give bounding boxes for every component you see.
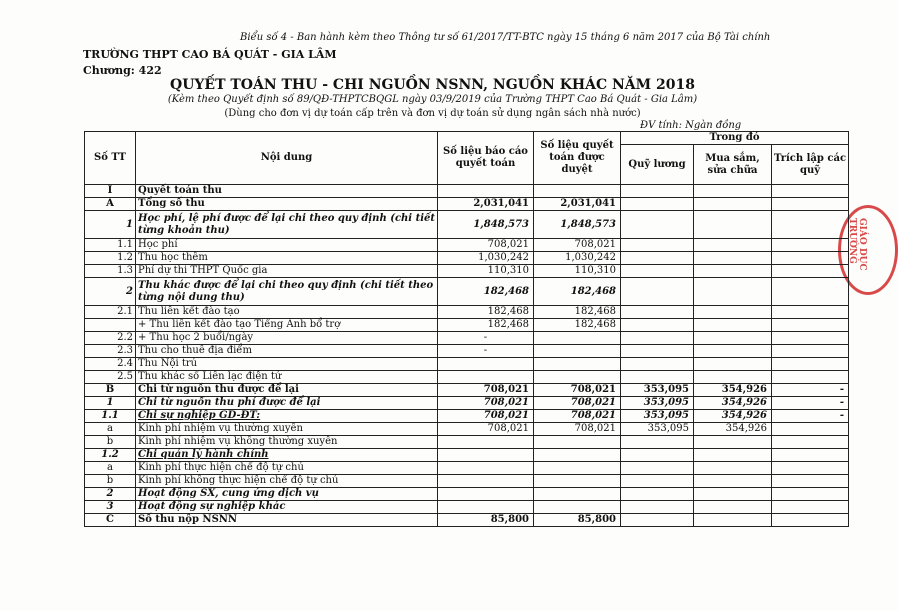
table-row bbox=[85, 278, 849, 306]
cell-salary bbox=[621, 332, 694, 345]
cell-reserve bbox=[772, 211, 849, 239]
cell-stt: 1 bbox=[85, 397, 136, 410]
cell-approved: 708,021 bbox=[534, 384, 621, 397]
cell-content: Kinh phí nhiệm vụ thường xuyên bbox=[136, 423, 438, 436]
cell-stt: a bbox=[85, 462, 136, 475]
cell-reported: 708,021 bbox=[438, 410, 534, 423]
cell-purchase bbox=[694, 239, 772, 252]
cell-purchase bbox=[694, 278, 772, 306]
cell-purchase: 354,926 bbox=[694, 397, 772, 410]
cell-stt: 1.1 bbox=[85, 239, 136, 252]
cell-approved: 182,468 bbox=[534, 306, 621, 319]
table-row bbox=[85, 332, 849, 345]
cell-salary bbox=[621, 265, 694, 278]
cell-approved: 708,021 bbox=[534, 410, 621, 423]
cell-approved: 708,021 bbox=[534, 397, 621, 410]
cell-purchase bbox=[694, 185, 772, 198]
cell-purchase bbox=[694, 345, 772, 358]
cell-reserve: - bbox=[772, 410, 849, 423]
cell-purchase bbox=[694, 332, 772, 345]
cell-stt: 2 bbox=[85, 488, 136, 501]
cell-content: Chi từ nguồn thu phí được để lại bbox=[136, 397, 438, 410]
cell-reserve bbox=[772, 185, 849, 198]
cell-content: Hoạt động SX, cung ứng dịch vụ bbox=[136, 488, 438, 501]
cell-stt: 2 bbox=[85, 278, 136, 306]
cell-stt: I bbox=[85, 185, 136, 198]
cell-stt: 1.2 bbox=[85, 449, 136, 462]
cell-reserve bbox=[772, 319, 849, 332]
cell-reserve bbox=[772, 501, 849, 514]
cell-stt: 2.3 bbox=[85, 345, 136, 358]
cell-reserve bbox=[772, 488, 849, 501]
settlement-table bbox=[84, 131, 849, 527]
cell-salary bbox=[621, 319, 694, 332]
col-header-purchase: Mua sắm, sửa chữa bbox=[694, 145, 772, 185]
cell-salary bbox=[621, 501, 694, 514]
table-row bbox=[85, 198, 849, 211]
cell-reported: 85,800 bbox=[438, 514, 534, 527]
cell-content: Số thu nộp NSNN bbox=[136, 514, 438, 527]
cell-stt: 2.5 bbox=[85, 371, 136, 384]
cell-purchase bbox=[694, 501, 772, 514]
cell-approved: 708,021 bbox=[534, 423, 621, 436]
school-name: TRƯỜNG THPT CAO BÁ QUÁT - GIA LÂM bbox=[83, 48, 337, 61]
cell-approved: 85,800 bbox=[534, 514, 621, 527]
cell-stt: b bbox=[85, 436, 136, 449]
col-header-reserve: Trích lập các quỹ bbox=[772, 145, 849, 185]
cell-reserve bbox=[772, 514, 849, 527]
cell-approved bbox=[534, 501, 621, 514]
cell-salary bbox=[621, 449, 694, 462]
cell-content: Thu khác số Liên lạc điện tử bbox=[136, 371, 438, 384]
cell-reported: 708,021 bbox=[438, 423, 534, 436]
cell-content: Phí dự thi THPT Quốc gia bbox=[136, 265, 438, 278]
cell-reported bbox=[438, 462, 534, 475]
cell-content: Thu học thêm bbox=[136, 252, 438, 265]
col-header-reported: Số liệu báo cáo quyết toán bbox=[438, 132, 534, 185]
cell-salary bbox=[621, 345, 694, 358]
cell-content: Chi sự nghiệp GD-ĐT: bbox=[136, 410, 438, 423]
cell-approved bbox=[534, 371, 621, 384]
cell-stt: 2.2 bbox=[85, 332, 136, 345]
cell-approved: 1,848,573 bbox=[534, 211, 621, 239]
cell-content: Kinh phí không thực hiện chế độ tự chủ bbox=[136, 475, 438, 488]
cell-reserve bbox=[772, 371, 849, 384]
cell-purchase bbox=[694, 198, 772, 211]
cell-reserve bbox=[772, 436, 849, 449]
cell-approved: 110,310 bbox=[534, 265, 621, 278]
cell-salary bbox=[621, 488, 694, 501]
table-row bbox=[85, 384, 849, 397]
table-row bbox=[85, 306, 849, 319]
cell-content: + Thu liên kết đào tạo Tiếng Anh bổ trợ bbox=[136, 319, 438, 332]
table-row bbox=[85, 436, 849, 449]
cell-stt: 1 bbox=[85, 211, 136, 239]
cell-reported: 708,021 bbox=[438, 384, 534, 397]
cell-reported: - bbox=[438, 332, 534, 345]
col-header-approved: Số liệu quyết toán được duyệt bbox=[534, 132, 621, 185]
cell-approved: 708,021 bbox=[534, 239, 621, 252]
col-header-group: Trong đó bbox=[621, 132, 849, 145]
table-row bbox=[85, 371, 849, 384]
cell-approved bbox=[534, 475, 621, 488]
table-row bbox=[85, 239, 849, 252]
cell-reserve bbox=[772, 462, 849, 475]
cell-content: Chi quản lý hành chính bbox=[136, 449, 438, 462]
cell-salary bbox=[621, 185, 694, 198]
cell-stt: 2.1 bbox=[85, 306, 136, 319]
cell-approved bbox=[534, 449, 621, 462]
cell-approved bbox=[534, 185, 621, 198]
cell-purchase: 354,926 bbox=[694, 423, 772, 436]
cell-reported: 182,468 bbox=[438, 278, 534, 306]
cell-reserve bbox=[772, 278, 849, 306]
usage-subtitle: (Dùng cho đơn vị dự toán cấp trên và đơn vị dự toán sử dụng ngân sách nhà nước) bbox=[224, 108, 641, 119]
cell-purchase bbox=[694, 436, 772, 449]
cell-purchase bbox=[694, 358, 772, 371]
cell-content: Hoạt động sự nghiệp khác bbox=[136, 501, 438, 514]
cell-salary: 353,095 bbox=[621, 410, 694, 423]
cell-content: Thu Nội trú bbox=[136, 358, 438, 371]
cell-reserve bbox=[772, 252, 849, 265]
table-row bbox=[85, 475, 849, 488]
table-row bbox=[85, 358, 849, 371]
cell-reported bbox=[438, 449, 534, 462]
cell-stt: a bbox=[85, 423, 136, 436]
cell-reported: 182,468 bbox=[438, 306, 534, 319]
cell-salary bbox=[621, 211, 694, 239]
cell-reserve bbox=[772, 358, 849, 371]
chapter-code: Chương: 422 bbox=[83, 64, 162, 77]
cell-approved bbox=[534, 488, 621, 501]
decision-subtitle: (Kèm theo Quyết định số 89/QĐ-THPTCBQGL ngày 03/9/2019 của Trường THPT Cao Bá Quát - Gia Lâm) bbox=[167, 94, 698, 105]
cell-stt: b bbox=[85, 475, 136, 488]
table-row bbox=[85, 319, 849, 332]
cell-approved: 1,030,242 bbox=[534, 252, 621, 265]
cell-reported bbox=[438, 501, 534, 514]
cell-purchase bbox=[694, 306, 772, 319]
cell-salary bbox=[621, 252, 694, 265]
cell-stt: 1.2 bbox=[85, 252, 136, 265]
unit-label: ĐV tính: Ngàn đồng bbox=[640, 120, 742, 131]
cell-approved bbox=[534, 345, 621, 358]
cell-purchase bbox=[694, 462, 772, 475]
cell-content: Quyết toán thu bbox=[136, 185, 438, 198]
cell-salary bbox=[621, 278, 694, 306]
cell-purchase bbox=[694, 449, 772, 462]
cell-content: Học phí, lệ phí được để lại chi theo quy định (chi tiết từng khoản thu) bbox=[136, 211, 438, 239]
table-row bbox=[85, 462, 849, 475]
cell-reserve: - bbox=[772, 397, 849, 410]
cell-reserve bbox=[772, 345, 849, 358]
cell-salary bbox=[621, 198, 694, 211]
cell-stt: 2.4 bbox=[85, 358, 136, 371]
cell-purchase: 354,926 bbox=[694, 384, 772, 397]
cell-reported bbox=[438, 371, 534, 384]
cell-reserve bbox=[772, 475, 849, 488]
cell-stt: A bbox=[85, 198, 136, 211]
cell-salary bbox=[621, 462, 694, 475]
cell-reported: - bbox=[438, 345, 534, 358]
table-row bbox=[85, 449, 849, 462]
cell-reported: 2,031,041 bbox=[438, 198, 534, 211]
cell-reported bbox=[438, 185, 534, 198]
cell-reserve bbox=[772, 423, 849, 436]
regulation-note: Biểu số 4 - Ban hành kèm theo Thông tư số 61/2017/TT-BTC ngày 15 tháng 6 năm 2017 của Bộ Tài chính bbox=[240, 32, 771, 43]
cell-reserve bbox=[772, 306, 849, 319]
table-body bbox=[85, 185, 849, 527]
cell-salary: 353,095 bbox=[621, 423, 694, 436]
cell-content: + Thu học 2 buổi/ngày bbox=[136, 332, 438, 345]
cell-content: Tổng số thu bbox=[136, 198, 438, 211]
cell-approved bbox=[534, 462, 621, 475]
table-row bbox=[85, 410, 849, 423]
cell-reserve bbox=[772, 239, 849, 252]
cell-reserve: - bbox=[772, 384, 849, 397]
cell-salary bbox=[621, 514, 694, 527]
cell-purchase bbox=[694, 252, 772, 265]
cell-purchase bbox=[694, 371, 772, 384]
table-row bbox=[85, 423, 849, 436]
table-row bbox=[85, 514, 849, 527]
table-row bbox=[85, 252, 849, 265]
cell-reported: 110,310 bbox=[438, 265, 534, 278]
table-row bbox=[85, 265, 849, 278]
cell-purchase bbox=[694, 488, 772, 501]
cell-content: Học phí bbox=[136, 239, 438, 252]
cell-purchase bbox=[694, 211, 772, 239]
cell-approved: 2,031,041 bbox=[534, 198, 621, 211]
cell-approved: 182,468 bbox=[534, 278, 621, 306]
cell-salary bbox=[621, 475, 694, 488]
cell-reported: 708,021 bbox=[438, 239, 534, 252]
cell-approved: 182,468 bbox=[534, 319, 621, 332]
cell-reported bbox=[438, 358, 534, 371]
cell-reported: 708,021 bbox=[438, 397, 534, 410]
cell-reserve bbox=[772, 198, 849, 211]
table-row bbox=[85, 488, 849, 501]
cell-content: Kinh phí thực hiện chế độ tự chủ bbox=[136, 462, 438, 475]
cell-salary bbox=[621, 306, 694, 319]
cell-salary: 353,095 bbox=[621, 397, 694, 410]
cell-reported: 1,030,242 bbox=[438, 252, 534, 265]
cell-salary bbox=[621, 358, 694, 371]
cell-stt: C bbox=[85, 514, 136, 527]
page-title: QUYẾT TOÁN THU - CHI NGUỒN NSNN, NGUỒN KHÁC NĂM 2018 bbox=[170, 77, 695, 93]
cell-purchase bbox=[694, 475, 772, 488]
cell-approved bbox=[534, 332, 621, 345]
cell-stt: 1.1 bbox=[85, 410, 136, 423]
table-row bbox=[85, 501, 849, 514]
cell-purchase bbox=[694, 319, 772, 332]
cell-content: Thu khác được để lại chi theo quy định (chi tiết theo từng nội dung thu) bbox=[136, 278, 438, 306]
cell-reported bbox=[438, 475, 534, 488]
cell-salary bbox=[621, 436, 694, 449]
cell-reserve bbox=[772, 265, 849, 278]
cell-stt: 3 bbox=[85, 501, 136, 514]
table-row bbox=[85, 397, 849, 410]
cell-stt: B bbox=[85, 384, 136, 397]
cell-stt bbox=[85, 319, 136, 332]
table-row bbox=[85, 185, 849, 198]
col-header-content: Nội dung bbox=[136, 132, 438, 185]
cell-reserve bbox=[772, 332, 849, 345]
cell-reported bbox=[438, 436, 534, 449]
cell-reported: 182,468 bbox=[438, 319, 534, 332]
cell-purchase bbox=[694, 514, 772, 527]
cell-content: Chi từ nguồn thu được để lại bbox=[136, 384, 438, 397]
cell-stt: 1.3 bbox=[85, 265, 136, 278]
col-header-stt: Số TT bbox=[85, 132, 136, 185]
table-row bbox=[85, 211, 849, 239]
cell-content: Thu cho thuê địa điểm bbox=[136, 345, 438, 358]
cell-content: Thu liên kết đào tạo bbox=[136, 306, 438, 319]
cell-content: Kinh phí nhiệm vụ không thường xuyên bbox=[136, 436, 438, 449]
cell-reported: 1,848,573 bbox=[438, 211, 534, 239]
cell-salary: 353,095 bbox=[621, 384, 694, 397]
stamp-text: GIÁO DỤC TRƯỜNG bbox=[847, 218, 867, 271]
table-row bbox=[85, 345, 849, 358]
cell-purchase bbox=[694, 265, 772, 278]
cell-salary bbox=[621, 239, 694, 252]
cell-reserve bbox=[772, 449, 849, 462]
cell-salary bbox=[621, 371, 694, 384]
cell-approved bbox=[534, 436, 621, 449]
cell-approved bbox=[534, 358, 621, 371]
col-header-salary: Quỹ lương bbox=[621, 145, 694, 185]
cell-purchase: 354,926 bbox=[694, 410, 772, 423]
cell-reported bbox=[438, 488, 534, 501]
